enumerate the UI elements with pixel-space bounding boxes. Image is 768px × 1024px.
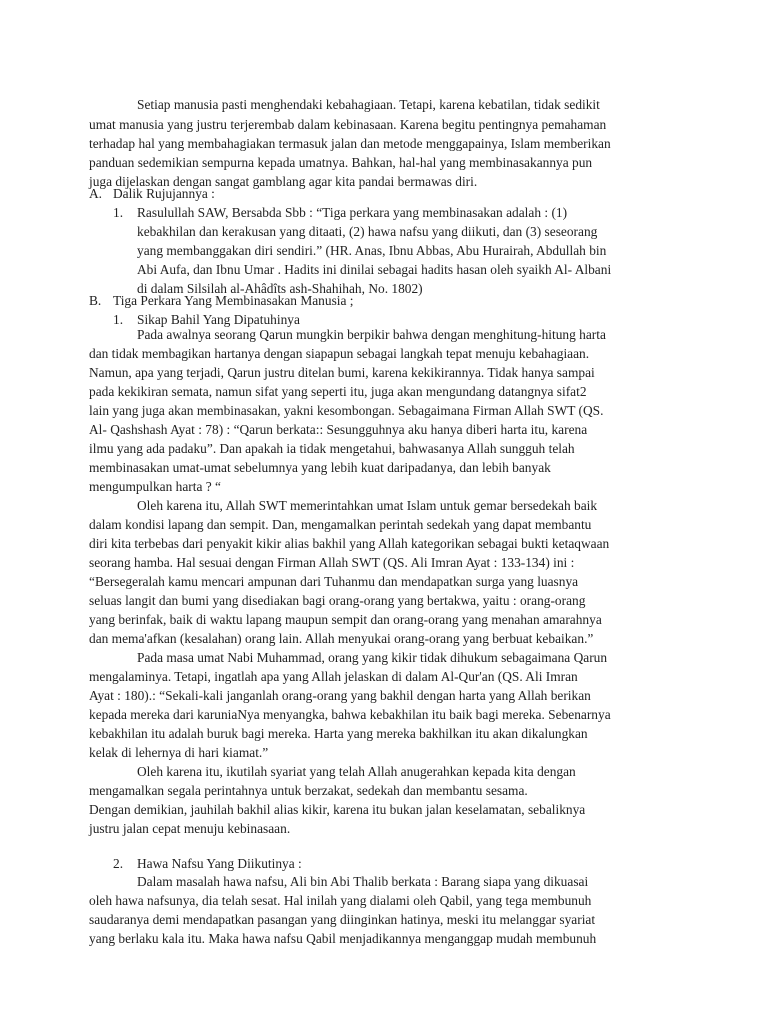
text-line: justru jalan cepat menuju kebinasaan. <box>89 821 291 836</box>
text-line: panduan sedemikian sempurna kepada umatnya. Bahkan, hal-hal yang membinasakannya pun <box>89 155 593 170</box>
text-line: lain yang juga akan membinasakan, yakni kesombongan. Sebagaimana Firman Allah SWT (QS. <box>89 403 604 418</box>
text-line: umat manusia yang justru terjerembab dalam kebinasaan. Karena begitu pentingnya pemahaman <box>89 117 607 132</box>
list-number: 2. <box>113 856 124 871</box>
subsection-heading: Sikap Bahil Yang Dipatuhinya <box>137 312 300 327</box>
list-number: 1. <box>113 205 124 220</box>
text-line: kepada mereka dari karuniaNya menyangka, bahwa kebakhilan itu baik bagi mereka. Sebenarnya <box>89 707 611 722</box>
text-line: dan mema'afkan (kesalahan) orang lain. Allah menyukai orang-orang yang berbuat kebaikan.” <box>89 631 594 646</box>
text-line: pada kekikiran semata, namun sifat yang seperti itu, juga akan mengundang datangnya sifat2 <box>89 384 587 399</box>
text-line: kelak di lehernya di hari kiamat.” <box>89 745 269 760</box>
text-line: kebakhilan itu adalah buruk bagi mereka. Harta yang mereka bakhilkan itu akan dikalungkan <box>89 726 588 741</box>
text-line: mengumpulkan harta ? “ <box>89 479 221 494</box>
text-line: oleh hawa nafsunya, dia telah sesat. Hal inilah yang dialami oleh Qabil, yang tega membunuh <box>89 893 592 908</box>
text-line: yang membanggakan diri sendiri.” (HR. Anas, Ibnu Abbas, Abu Hurairah, Abdullah bin <box>137 243 607 258</box>
text-line: Setiap manusia pasti menghendaki kebahagiaan. Tetapi, karena kebatilan, tidak sedikit <box>137 97 600 112</box>
text-line: saudaranya demi mendapatkan pasangan yang diinginkan hatinya, meski itu melanggar syariat <box>89 912 596 927</box>
text-line: mengalaminya. Tetapi, ingatlah apa yang Allah jelaskan di dalam Al-Qur'an (QS. Ali Imran <box>89 669 578 684</box>
text-line: seluas langit dan bumi yang disediakan bagi orang-orang yang bertakwa, yaitu : orang-orang <box>89 593 586 608</box>
text-line: Dalam masalah hawa nafsu, Ali bin Abi Thalib berkata : Barang siapa yang dikuasai <box>137 874 589 889</box>
section-marker: A. <box>89 186 103 201</box>
text-line: “Bersegeralah kamu mencari ampunan dari Tuhanmu dan mendapatkan surga yang luasnya <box>89 574 579 589</box>
text-line: dan tidak membagikan hartanya dengan siapapun sebagai langkah tepat menuju kebahagiaan. <box>89 346 590 361</box>
text-line: terhadap hal yang membahagiakan termasuk jalan dan metode menggapainya, Islam memberikan <box>89 136 611 151</box>
text-line: juga dijelaskan dengan sangat gamblang agar kita pandai bermawas diri. <box>89 174 478 189</box>
section-marker: B. <box>89 293 102 308</box>
text-line: Oleh karena itu, ikutilah syariat yang telah Allah anugerahkan kepada kita dengan <box>137 764 576 779</box>
text-line: Pada masa umat Nabi Muhammad, orang yang kikir tidak dihukum sebagaimana Qarun <box>137 650 608 665</box>
text-line: Dengan demikian, jauhilah bakhil alias kikir, karena itu bukan jalan keselamatan, sebaliknya <box>89 802 586 817</box>
section-heading: Tiga Perkara Yang Membinasakan Manusia ; <box>113 293 354 308</box>
text-line: Oleh karena itu, Allah SWT memerintahkan umat Islam untuk gemar bersedekah baik <box>137 498 598 513</box>
text-line: yang berinfak, baik di waktu lapang maupun sempit dan orang-orang yang menahan amarahnya <box>89 612 602 627</box>
text-line: di dalam Silsilah al-Ahâdîts ash-Shahihah, No. 1802) <box>137 281 423 296</box>
text-line: Pada awalnya seorang Qarun mungkin berpikir bahwa dengan menghitung-hitung harta <box>137 327 606 342</box>
text-line: Al- Qashshash Ayat : 78) : “Qarun berkata:: Sesungguhnya aku hanya diberi harta itu, karena <box>89 422 588 437</box>
text-line: Abi Aufa, dan Ibnu Umar . Hadits ini dinilai sebagai hadits hasan oleh syaikh Al- Albani <box>137 262 612 277</box>
subsection-heading: Hawa Nafsu Yang Diikutinya : <box>137 856 302 871</box>
section-heading: Dalik Rujujannya : <box>113 186 215 201</box>
text-line: Namun, apa yang terjadi, Qarun justru ditelan bumi, karena kekikirannya. Tidak hanya sampai <box>89 365 595 380</box>
text-line: Rasulullah SAW, Bersabda Sbb : “Tiga perkara yang membinasakan adalah : (1) <box>137 205 568 220</box>
text-line: membinasakan umat-umat sebelumnya yang lebih kuat daripadanya, dan lebih banyak <box>89 460 551 475</box>
text-line: kebakhilan dan kerakusan yang ditaati, (2) hawa nafsu yang diikuti, dan (3) seseorang <box>137 224 598 239</box>
text-line: seorang hamba. Hal sesuai dengan Firman Allah SWT (QS. Ali Imran Ayat : 133-134) ini : <box>89 555 575 570</box>
text-line: Ayat : 180).: “Sekali-kali janganlah orang-orang yang bakhil dengan harta yang Allah berikan <box>89 688 591 703</box>
text-line: mengamalkan segala perintahnya untuk berzakat, sedekah dan membantu sesama. <box>89 783 528 798</box>
text-line: diri kita terbebas dari penyakit kikir alias bakhil yang Allah kategorikan sebagai bukti ketaqwaan <box>89 536 610 551</box>
text-line: dalam kondisi lapang dan sempit. Dan, mengamalkan perintah sedekah yang dapat membantu <box>89 517 592 532</box>
list-number: 1. <box>113 312 124 327</box>
text-line: yang berlaku kala itu. Maka hawa nafsu Qabil menjadikannya menganggap mudah membunuh <box>89 931 597 946</box>
text-line: ilmu yang ada padaku”. Dan apakah ia tidak mengetahui, bahwasanya Allah sungguh telah <box>89 441 575 456</box>
